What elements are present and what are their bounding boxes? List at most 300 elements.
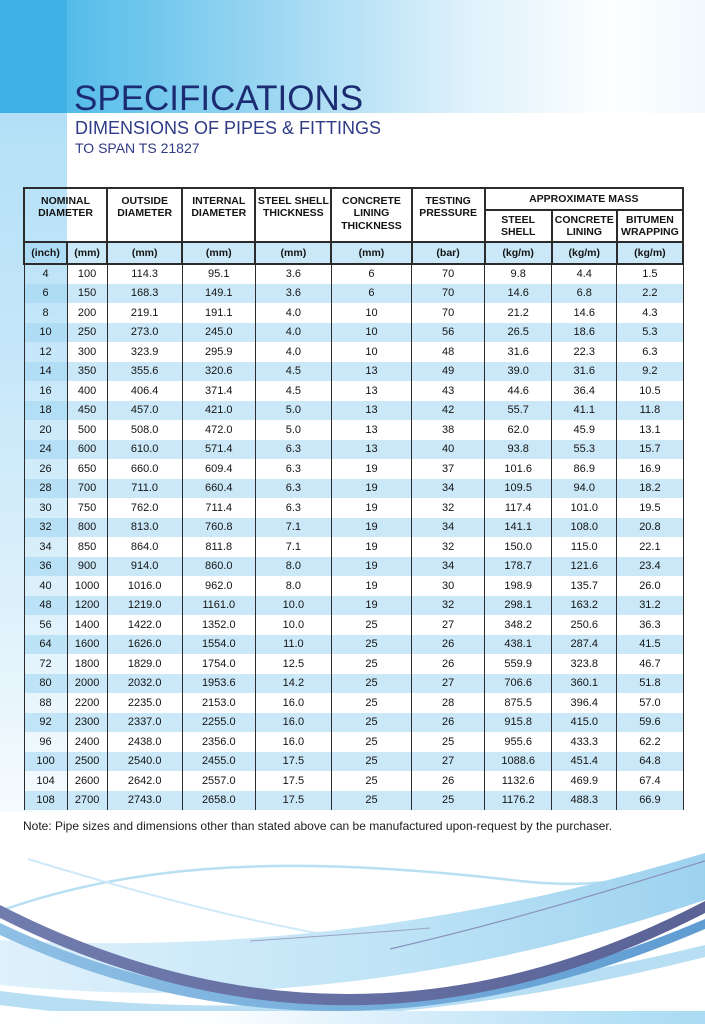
table-row — [24, 459, 683, 479]
cell: 25 — [331, 635, 411, 655]
cell: 6.3 — [617, 342, 683, 362]
table-row — [24, 362, 683, 382]
cell: 101.0 — [552, 498, 617, 518]
cell: 32 — [412, 537, 485, 557]
cell: 26 — [412, 771, 485, 791]
cell: 19 — [331, 537, 411, 557]
cell: 8.0 — [255, 576, 331, 596]
cell: 16.0 — [255, 732, 331, 752]
table-row — [24, 440, 683, 460]
cell: 400 — [67, 381, 107, 401]
cell: 6 — [331, 284, 411, 304]
cell: 457.0 — [107, 401, 182, 421]
cell: 117.4 — [485, 498, 552, 518]
col-header-approximate-mass: APPROXIMATE MASS — [485, 188, 683, 210]
cell: 44.6 — [485, 381, 552, 401]
pipe-dimensions-table — [23, 187, 684, 810]
cell: 13 — [331, 440, 411, 460]
cell: 2153.0 — [182, 693, 255, 713]
cell: 13 — [331, 401, 411, 421]
cell: 34 — [412, 518, 485, 538]
cell: 191.1 — [182, 303, 255, 323]
cell: 571.4 — [182, 440, 255, 460]
cell: 6.8 — [552, 284, 617, 304]
table-row — [24, 713, 683, 733]
table-row — [24, 479, 683, 499]
cell: 41.5 — [617, 635, 683, 655]
unit-kgm-bitumen: (kg/m) — [617, 242, 683, 264]
table-row — [24, 303, 683, 323]
cell: 273.0 — [107, 323, 182, 343]
cell: 70 — [412, 303, 485, 323]
cell: 49 — [412, 362, 485, 382]
cell: 1176.2 — [485, 791, 552, 811]
cell: 9.8 — [485, 264, 552, 284]
cell: 48 — [24, 596, 67, 616]
cell: 46.7 — [617, 654, 683, 674]
unit-mm-internal: (mm) — [182, 242, 255, 264]
cell: 22.1 — [617, 537, 683, 557]
cell: 25 — [331, 674, 411, 694]
cell: 13 — [331, 381, 411, 401]
cell: 5.3 — [617, 323, 683, 343]
cell: 323.8 — [552, 654, 617, 674]
table-row — [24, 752, 683, 772]
cell: 4 — [24, 264, 67, 284]
cell: 25 — [412, 791, 485, 811]
cell: 711.4 — [182, 498, 255, 518]
cell: 57.0 — [617, 693, 683, 713]
cell: 660.4 — [182, 479, 255, 499]
cell: 1800 — [67, 654, 107, 674]
cell: 1161.0 — [182, 596, 255, 616]
cell: 45.9 — [552, 420, 617, 440]
cell: 23.4 — [617, 557, 683, 577]
corner-block — [0, 0, 67, 113]
cell: 86.9 — [552, 459, 617, 479]
cell: 2557.0 — [182, 771, 255, 791]
table-row — [24, 518, 683, 538]
cell: 9.2 — [617, 362, 683, 382]
cell: 3.6 — [255, 264, 331, 284]
cell: 650 — [67, 459, 107, 479]
cell: 760.8 — [182, 518, 255, 538]
cell: 300 — [67, 342, 107, 362]
cell: 1016.0 — [107, 576, 182, 596]
col-header-mass-steel-shell: STEEL SHELL — [485, 210, 552, 242]
cell: 7.1 — [255, 518, 331, 538]
cell: 955.6 — [485, 732, 552, 752]
cell: 4.0 — [255, 342, 331, 362]
cell: 706.6 — [485, 674, 552, 694]
cell: 114.3 — [107, 264, 182, 284]
cell: 56 — [412, 323, 485, 343]
cell: 100 — [24, 752, 67, 772]
cell: 2255.0 — [182, 713, 255, 733]
table-row — [24, 537, 683, 557]
cell: 915.8 — [485, 713, 552, 733]
cell: 1422.0 — [107, 615, 182, 635]
cell: 30 — [412, 576, 485, 596]
cell: 2032.0 — [107, 674, 182, 694]
cell: 48 — [412, 342, 485, 362]
cell: 2300 — [67, 713, 107, 733]
cell: 59.6 — [617, 713, 683, 733]
cell: 51.8 — [617, 674, 683, 694]
cell: 12 — [24, 342, 67, 362]
table-row — [24, 635, 683, 655]
cell: 115.0 — [552, 537, 617, 557]
col-header-outside-diameter: OUTSIDE DIAMETER — [107, 188, 182, 242]
cell: 100 — [67, 264, 107, 284]
unit-mm-concrete: (mm) — [331, 242, 411, 264]
cell: 433.3 — [552, 732, 617, 752]
table-row — [24, 654, 683, 674]
cell: 219.1 — [107, 303, 182, 323]
cell: 94.0 — [552, 479, 617, 499]
cell: 2700 — [67, 791, 107, 811]
cell: 121.6 — [552, 557, 617, 577]
cell: 70 — [412, 264, 485, 284]
cell: 135.7 — [552, 576, 617, 596]
cell: 27 — [412, 615, 485, 635]
cell: 1600 — [67, 635, 107, 655]
cell: 1829.0 — [107, 654, 182, 674]
cell: 12.5 — [255, 654, 331, 674]
cell: 10.0 — [255, 596, 331, 616]
cell: 4.5 — [255, 381, 331, 401]
cell: 2540.0 — [107, 752, 182, 772]
cell: 6.3 — [255, 440, 331, 460]
unit-bar: (bar) — [412, 242, 485, 264]
cell: 14.2 — [255, 674, 331, 694]
cell: 295.9 — [182, 342, 255, 362]
cell: 25 — [331, 654, 411, 674]
unit-kgm-steel: (kg/m) — [485, 242, 552, 264]
cell: 287.4 — [552, 635, 617, 655]
cell: 64 — [24, 635, 67, 655]
cell: 168.3 — [107, 284, 182, 304]
cell: 28 — [24, 479, 67, 499]
cell: 25 — [331, 791, 411, 811]
cell: 2337.0 — [107, 713, 182, 733]
cell: 108 — [24, 791, 67, 811]
cell: 25 — [331, 732, 411, 752]
table-row — [24, 791, 683, 811]
cell: 860.0 — [182, 557, 255, 577]
cell: 559.9 — [485, 654, 552, 674]
cell: 95.1 — [182, 264, 255, 284]
cell: 2600 — [67, 771, 107, 791]
cell: 178.7 — [485, 557, 552, 577]
cell: 396.4 — [552, 693, 617, 713]
cell: 27 — [412, 674, 485, 694]
cell: 27 — [412, 752, 485, 772]
cell: 13 — [331, 362, 411, 382]
cell: 811.8 — [182, 537, 255, 557]
cell: 16 — [24, 381, 67, 401]
cell: 25 — [331, 615, 411, 635]
cell: 421.0 — [182, 401, 255, 421]
table-body — [24, 264, 683, 810]
cell: 6.3 — [255, 498, 331, 518]
cell: 875.5 — [485, 693, 552, 713]
cell: 13.1 — [617, 420, 683, 440]
cell: 56 — [24, 615, 67, 635]
page-title: SPECIFICATIONS — [74, 79, 364, 118]
cell: 360.1 — [552, 674, 617, 694]
cell: 4.3 — [617, 303, 683, 323]
cell: 660.0 — [107, 459, 182, 479]
cell: 348.2 — [485, 615, 552, 635]
cell: 14.6 — [485, 284, 552, 304]
cell: 900 — [67, 557, 107, 577]
cell: 2.2 — [617, 284, 683, 304]
cell: 26 — [24, 459, 67, 479]
table-row — [24, 264, 683, 284]
cell: 2200 — [67, 693, 107, 713]
cell: 16.0 — [255, 693, 331, 713]
cell: 1219.0 — [107, 596, 182, 616]
cell: 24 — [24, 440, 67, 460]
cell: 2400 — [67, 732, 107, 752]
cell: 438.1 — [485, 635, 552, 655]
cell: 39.0 — [485, 362, 552, 382]
cell: 109.5 — [485, 479, 552, 499]
col-header-nominal-diameter: NOMINAL DIAMETER — [24, 188, 107, 242]
cell: 21.2 — [485, 303, 552, 323]
cell: 96 — [24, 732, 67, 752]
cell: 4.0 — [255, 303, 331, 323]
cell: 2743.0 — [107, 791, 182, 811]
cell: 1626.0 — [107, 635, 182, 655]
cell: 2500 — [67, 752, 107, 772]
cell: 5.0 — [255, 420, 331, 440]
table-row — [24, 615, 683, 635]
cell: 14.6 — [552, 303, 617, 323]
cell: 19 — [331, 518, 411, 538]
cell: 101.6 — [485, 459, 552, 479]
cell: 31.2 — [617, 596, 683, 616]
cell: 19 — [331, 498, 411, 518]
cell: 72 — [24, 654, 67, 674]
cell: 350 — [67, 362, 107, 382]
cell: 26 — [412, 713, 485, 733]
footnote: Note: Pipe sizes and dimensions other than stated above can be manufactured upon-request by the purchaser. — [23, 819, 613, 833]
cell: 28 — [412, 693, 485, 713]
cell: 38 — [412, 420, 485, 440]
unit-inch: (inch) — [24, 242, 67, 264]
cell: 19 — [331, 557, 411, 577]
cell: 36.3 — [617, 615, 683, 635]
cell: 10 — [24, 323, 67, 343]
cell: 250.6 — [552, 615, 617, 635]
cell: 250 — [67, 323, 107, 343]
cell: 7.1 — [255, 537, 331, 557]
cell: 371.4 — [182, 381, 255, 401]
cell: 40 — [412, 440, 485, 460]
cell: 1132.6 — [485, 771, 552, 791]
cell: 37 — [412, 459, 485, 479]
cell: 323.9 — [107, 342, 182, 362]
cell: 34 — [412, 557, 485, 577]
cell: 19 — [331, 479, 411, 499]
cell: 10 — [331, 342, 411, 362]
cell: 41.1 — [552, 401, 617, 421]
cell: 298.1 — [485, 596, 552, 616]
cell: 500 — [67, 420, 107, 440]
cell: 10 — [331, 303, 411, 323]
cell: 32 — [24, 518, 67, 538]
cell: 25 — [331, 713, 411, 733]
col-header-testing-pressure: TESTING PRESSURE — [412, 188, 485, 242]
cell: 10 — [331, 323, 411, 343]
cell: 864.0 — [107, 537, 182, 557]
cell: 469.9 — [552, 771, 617, 791]
cell: 20.8 — [617, 518, 683, 538]
cell: 6 — [331, 264, 411, 284]
cell: 150 — [67, 284, 107, 304]
cell: 1088.6 — [485, 752, 552, 772]
cell: 850 — [67, 537, 107, 557]
table-row — [24, 693, 683, 713]
cell: 17.5 — [255, 791, 331, 811]
cell: 600 — [67, 440, 107, 460]
cell: 25 — [412, 732, 485, 752]
cell: 26.5 — [485, 323, 552, 343]
standard-reference: TO SPAN TS 21827 — [75, 140, 200, 156]
cell: 245.0 — [182, 323, 255, 343]
cell: 34 — [412, 479, 485, 499]
cell: 93.8 — [485, 440, 552, 460]
cell: 406.4 — [107, 381, 182, 401]
cell: 36 — [24, 557, 67, 577]
cell: 2658.0 — [182, 791, 255, 811]
cell: 22.3 — [552, 342, 617, 362]
cell: 1953.6 — [182, 674, 255, 694]
cell: 2235.0 — [107, 693, 182, 713]
cell: 415.0 — [552, 713, 617, 733]
cell: 2455.0 — [182, 752, 255, 772]
cell: 2438.0 — [107, 732, 182, 752]
cell: 962.0 — [182, 576, 255, 596]
cell: 610.0 — [107, 440, 182, 460]
cell: 16.9 — [617, 459, 683, 479]
cell: 88 — [24, 693, 67, 713]
cell: 488.3 — [552, 791, 617, 811]
cell: 42 — [412, 401, 485, 421]
cell: 11.0 — [255, 635, 331, 655]
cell: 26.0 — [617, 576, 683, 596]
cell: 108.0 — [552, 518, 617, 538]
cell: 508.0 — [107, 420, 182, 440]
col-header-mass-concrete-lining: CONCRETE LINING — [552, 210, 617, 242]
cell: 1.5 — [617, 264, 683, 284]
cell: 40 — [24, 576, 67, 596]
cell: 200 — [67, 303, 107, 323]
cell: 43 — [412, 381, 485, 401]
cell: 55.3 — [552, 440, 617, 460]
cell: 1400 — [67, 615, 107, 635]
cell: 26 — [412, 635, 485, 655]
table-row — [24, 732, 683, 752]
footer-gradient-bar — [0, 1011, 705, 1024]
cell: 64.8 — [617, 752, 683, 772]
cell: 320.6 — [182, 362, 255, 382]
cell: 813.0 — [107, 518, 182, 538]
cell: 150.0 — [485, 537, 552, 557]
cell: 18 — [24, 401, 67, 421]
unit-kgm-concrete: (kg/m) — [552, 242, 617, 264]
cell: 10.5 — [617, 381, 683, 401]
cell: 450 — [67, 401, 107, 421]
unit-mm-outside: (mm) — [107, 242, 182, 264]
cell: 92 — [24, 713, 67, 733]
cell: 8 — [24, 303, 67, 323]
cell: 17.5 — [255, 752, 331, 772]
cell: 1754.0 — [182, 654, 255, 674]
cell: 62.2 — [617, 732, 683, 752]
cell: 2356.0 — [182, 732, 255, 752]
unit-mm-nominal: (mm) — [67, 242, 107, 264]
cell: 3.6 — [255, 284, 331, 304]
cell: 80 — [24, 674, 67, 694]
cell: 149.1 — [182, 284, 255, 304]
cell: 16.0 — [255, 713, 331, 733]
cell: 6 — [24, 284, 67, 304]
cell: 1554.0 — [182, 635, 255, 655]
table-row — [24, 674, 683, 694]
table-row — [24, 401, 683, 421]
cell: 4.0 — [255, 323, 331, 343]
cell: 30 — [24, 498, 67, 518]
cell: 13 — [331, 420, 411, 440]
cell: 25 — [331, 752, 411, 772]
cell: 11.8 — [617, 401, 683, 421]
table-row — [24, 498, 683, 518]
cell: 750 — [67, 498, 107, 518]
unit-mm-steel-shell: (mm) — [255, 242, 331, 264]
table-row — [24, 771, 683, 791]
cell: 26 — [412, 654, 485, 674]
cell: 34 — [24, 537, 67, 557]
cell: 25 — [331, 771, 411, 791]
cell: 31.6 — [552, 362, 617, 382]
cell: 2642.0 — [107, 771, 182, 791]
table-row — [24, 323, 683, 343]
cell: 10.0 — [255, 615, 331, 635]
cell: 762.0 — [107, 498, 182, 518]
cell: 914.0 — [107, 557, 182, 577]
cell: 700 — [67, 479, 107, 499]
cell: 4.5 — [255, 362, 331, 382]
table-row — [24, 342, 683, 362]
cell: 5.0 — [255, 401, 331, 421]
cell: 472.0 — [182, 420, 255, 440]
cell: 609.4 — [182, 459, 255, 479]
cell: 6.3 — [255, 459, 331, 479]
table-row — [24, 596, 683, 616]
cell: 1000 — [67, 576, 107, 596]
cell: 141.1 — [485, 518, 552, 538]
cell: 32 — [412, 596, 485, 616]
table-row — [24, 576, 683, 596]
cell: 20 — [24, 420, 67, 440]
cell: 711.0 — [107, 479, 182, 499]
cell: 14 — [24, 362, 67, 382]
cell: 19.5 — [617, 498, 683, 518]
cell: 55.7 — [485, 401, 552, 421]
